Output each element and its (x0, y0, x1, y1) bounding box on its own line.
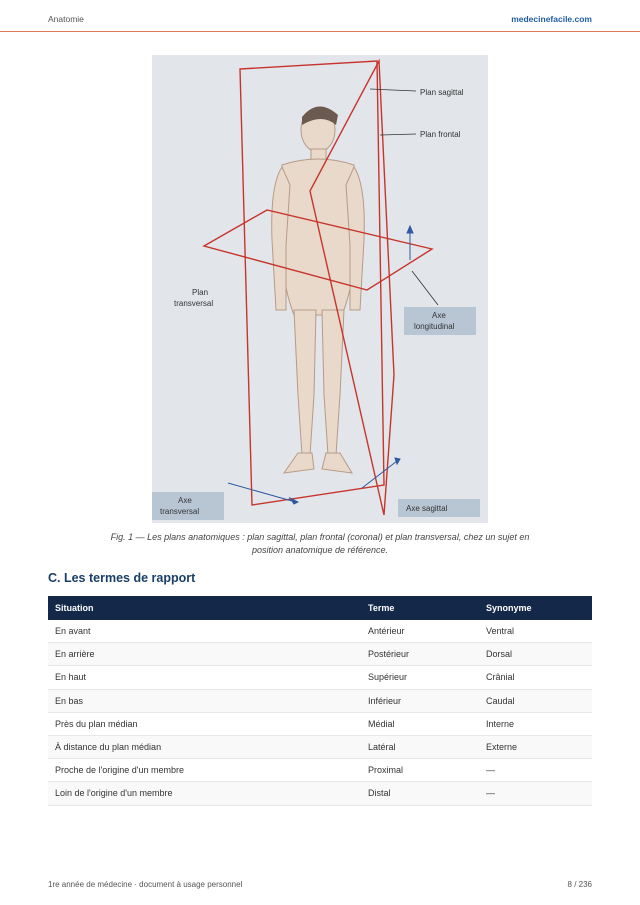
header-site-link[interactable]: medecinefacile.com (511, 14, 592, 24)
table-row (48, 620, 592, 643)
table-row (48, 712, 592, 735)
page-number: 8 / 236 (567, 880, 592, 889)
cell-synonyme: Ventral (479, 620, 592, 643)
cell-situation: En haut (48, 666, 361, 689)
label-axe-transversal-2: transversal (160, 507, 200, 516)
page-header (48, 14, 592, 28)
header-rule (0, 31, 640, 32)
cell-terme: Proximal (361, 759, 479, 782)
cell-situation: En bas (48, 689, 361, 712)
cell-synonyme: Dorsal (479, 643, 592, 666)
table-header-row (48, 596, 592, 620)
cell-terme: Distal (361, 782, 479, 805)
cell-terme: Postérieur (361, 643, 479, 666)
section-title: C. Les termes de rapport (48, 571, 196, 585)
cell-situation: Loin de l'origine d'un membre (48, 782, 361, 805)
table-row (48, 782, 592, 805)
cell-terme: Antérieur (361, 620, 479, 643)
figure-caption (90, 531, 550, 557)
header-situation: Situation (48, 596, 361, 620)
label-plan-sagittal: Plan sagittal (420, 88, 464, 97)
cell-synonyme: Interne (479, 712, 592, 735)
cell-synonyme: — (479, 759, 592, 782)
label-plan-transversal-1: Plan (192, 288, 209, 297)
header-terme: Terme (361, 596, 479, 620)
cell-synonyme: Crânial (479, 666, 592, 689)
table-row (48, 666, 592, 689)
table-row (48, 735, 592, 758)
cell-situation: À distance du plan médian (48, 735, 361, 758)
table-row (48, 643, 592, 666)
header-subject: Anatomie (48, 14, 84, 24)
label-plan-frontal: Plan frontal (420, 130, 461, 139)
caption-line-1: Fig. 1 — Les plans anatomiques : plan sagittal, plan frontal (coronal) et plan transversal, chez un sujet en (110, 532, 530, 542)
cell-synonyme: Externe (479, 735, 592, 758)
cell-terme: Inférieur (361, 689, 479, 712)
header-synonyme: Synonyme (479, 596, 592, 620)
label-plan-transversal-2: transversal (174, 299, 214, 308)
label-axe-longitudinal-2: longitudinal (414, 322, 455, 331)
caption-line-2: position anatomique de référence. (251, 545, 389, 555)
cell-terme: Supérieur (361, 666, 479, 689)
cell-situation: Proche de l'origine d'un membre (48, 759, 361, 782)
cell-synonyme: Caudal (479, 689, 592, 712)
label-axe-transversal-1: Axe (178, 496, 192, 505)
anatomical-planes-figure (152, 55, 488, 523)
cell-terme: Latéral (361, 735, 479, 758)
label-axe-sagittal: Axe sagittal (406, 504, 448, 513)
footer-note: 1re année de médecine · document à usage personnel (48, 880, 243, 889)
figure-illustration (152, 55, 488, 523)
cell-situation: En avant (48, 620, 361, 643)
cell-situation: En arrière (48, 643, 361, 666)
label-axe-longitudinal-1: Axe (432, 311, 446, 320)
human-body (272, 106, 365, 473)
cell-synonyme: — (479, 782, 592, 805)
table-row (48, 759, 592, 782)
cell-situation: Près du plan médian (48, 712, 361, 735)
rapport-table (48, 596, 592, 806)
table-row (48, 689, 592, 712)
cell-terme: Médial (361, 712, 479, 735)
